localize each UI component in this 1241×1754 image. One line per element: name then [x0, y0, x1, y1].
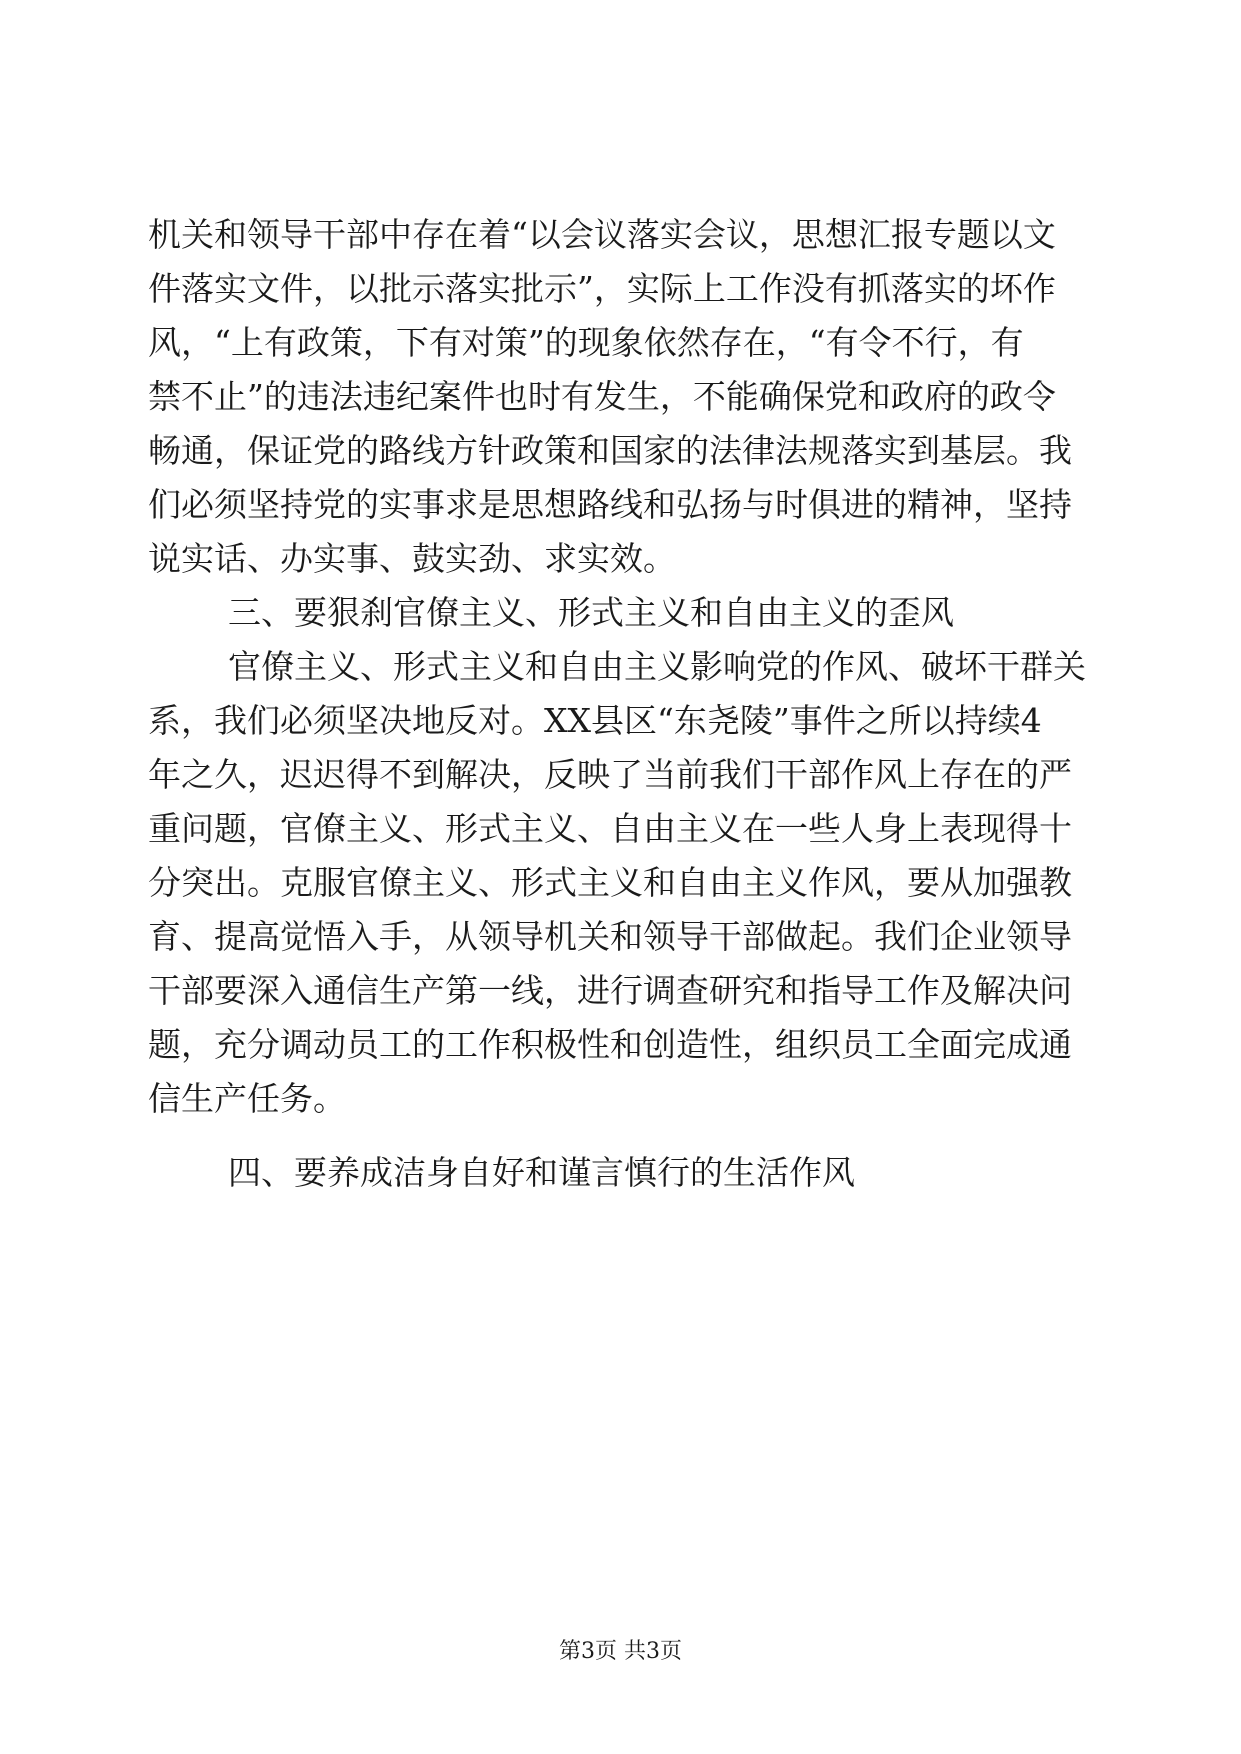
section-heading-text: 四、要养成洁身自好和谨言慎行的生活作风	[228, 1153, 855, 1192]
text-line-content: 们必须坚持党的实事求是思想路线和弘扬与时俱进的精神，坚持	[148, 485, 1072, 524]
text-line-content: 育、提高觉悟入手，从领导机关和领导干部做起。我们企业领导	[148, 917, 1072, 956]
text-line	[0, 1069, 1241, 1129]
page-footer: 第3页 共3页	[559, 1639, 682, 1664]
text-line	[0, 799, 1241, 859]
text-line	[0, 259, 1241, 319]
text-line	[0, 421, 1241, 481]
section-heading-text: 三、要狠刹官僚主义、形式主义和自由主义的歪风	[228, 593, 954, 632]
text-line	[0, 961, 1241, 1021]
text-line-content: 禁不止”的违法违纪案件也时有发生，不能确保党和政府的政令	[148, 377, 1056, 416]
text-line-content: 信生产任务。	[148, 1079, 346, 1118]
text-line-content: 分突出。克服官僚主义、形式主义和自由主义作风，要从加强教	[148, 863, 1072, 902]
section-heading	[0, 583, 1241, 643]
text-line-content: 题，充分调动员工的工作积极性和创造性，组织员工全面完成通	[148, 1025, 1072, 1064]
text-line	[0, 529, 1241, 589]
text-line-content: 件落实文件，以批示落实批示”，实际上工作没有抓落实的坏作	[148, 269, 1056, 308]
text-line	[0, 691, 1241, 751]
text-line-content: 官僚主义、形式主义和自由主义影响党的作风、破坏干群关	[228, 647, 1086, 686]
text-line-content: 干部要深入通信生产第一线，进行调查研究和指导工作及解决问	[148, 971, 1072, 1010]
text-line-content: 系，我们必须坚决地反对。XX县区“东尧陵”事件之所以持续4	[148, 701, 1042, 740]
text-line	[0, 745, 1241, 805]
text-line	[0, 637, 1241, 697]
text-line-content: 机关和领导干部中存在着“以会议落实会议，思想汇报专题以文	[148, 215, 1056, 254]
section-heading	[0, 1143, 1241, 1203]
text-line	[0, 313, 1241, 373]
text-line-content: 畅通，保证党的路线方针政策和国家的法律法规落实到基层。我	[148, 431, 1072, 470]
text-line	[0, 1015, 1241, 1075]
text-line	[0, 367, 1241, 427]
text-line	[0, 853, 1241, 913]
text-line-content: 说实话、办实事、鼓实劲、求实效。	[148, 539, 676, 578]
text-line	[0, 475, 1241, 535]
text-line	[0, 907, 1241, 967]
text-line-content: 重问题，官僚主义、形式主义、自由主义在一些人身上表现得十	[148, 809, 1072, 848]
text-line-content: 年之久，迟迟得不到解决，反映了当前我们干部作风上存在的严	[148, 755, 1072, 794]
text-line-content: 风，“上有政策，下有对策”的现象依然存在，“有令不行，有	[148, 323, 1024, 362]
text-line	[0, 205, 1241, 265]
